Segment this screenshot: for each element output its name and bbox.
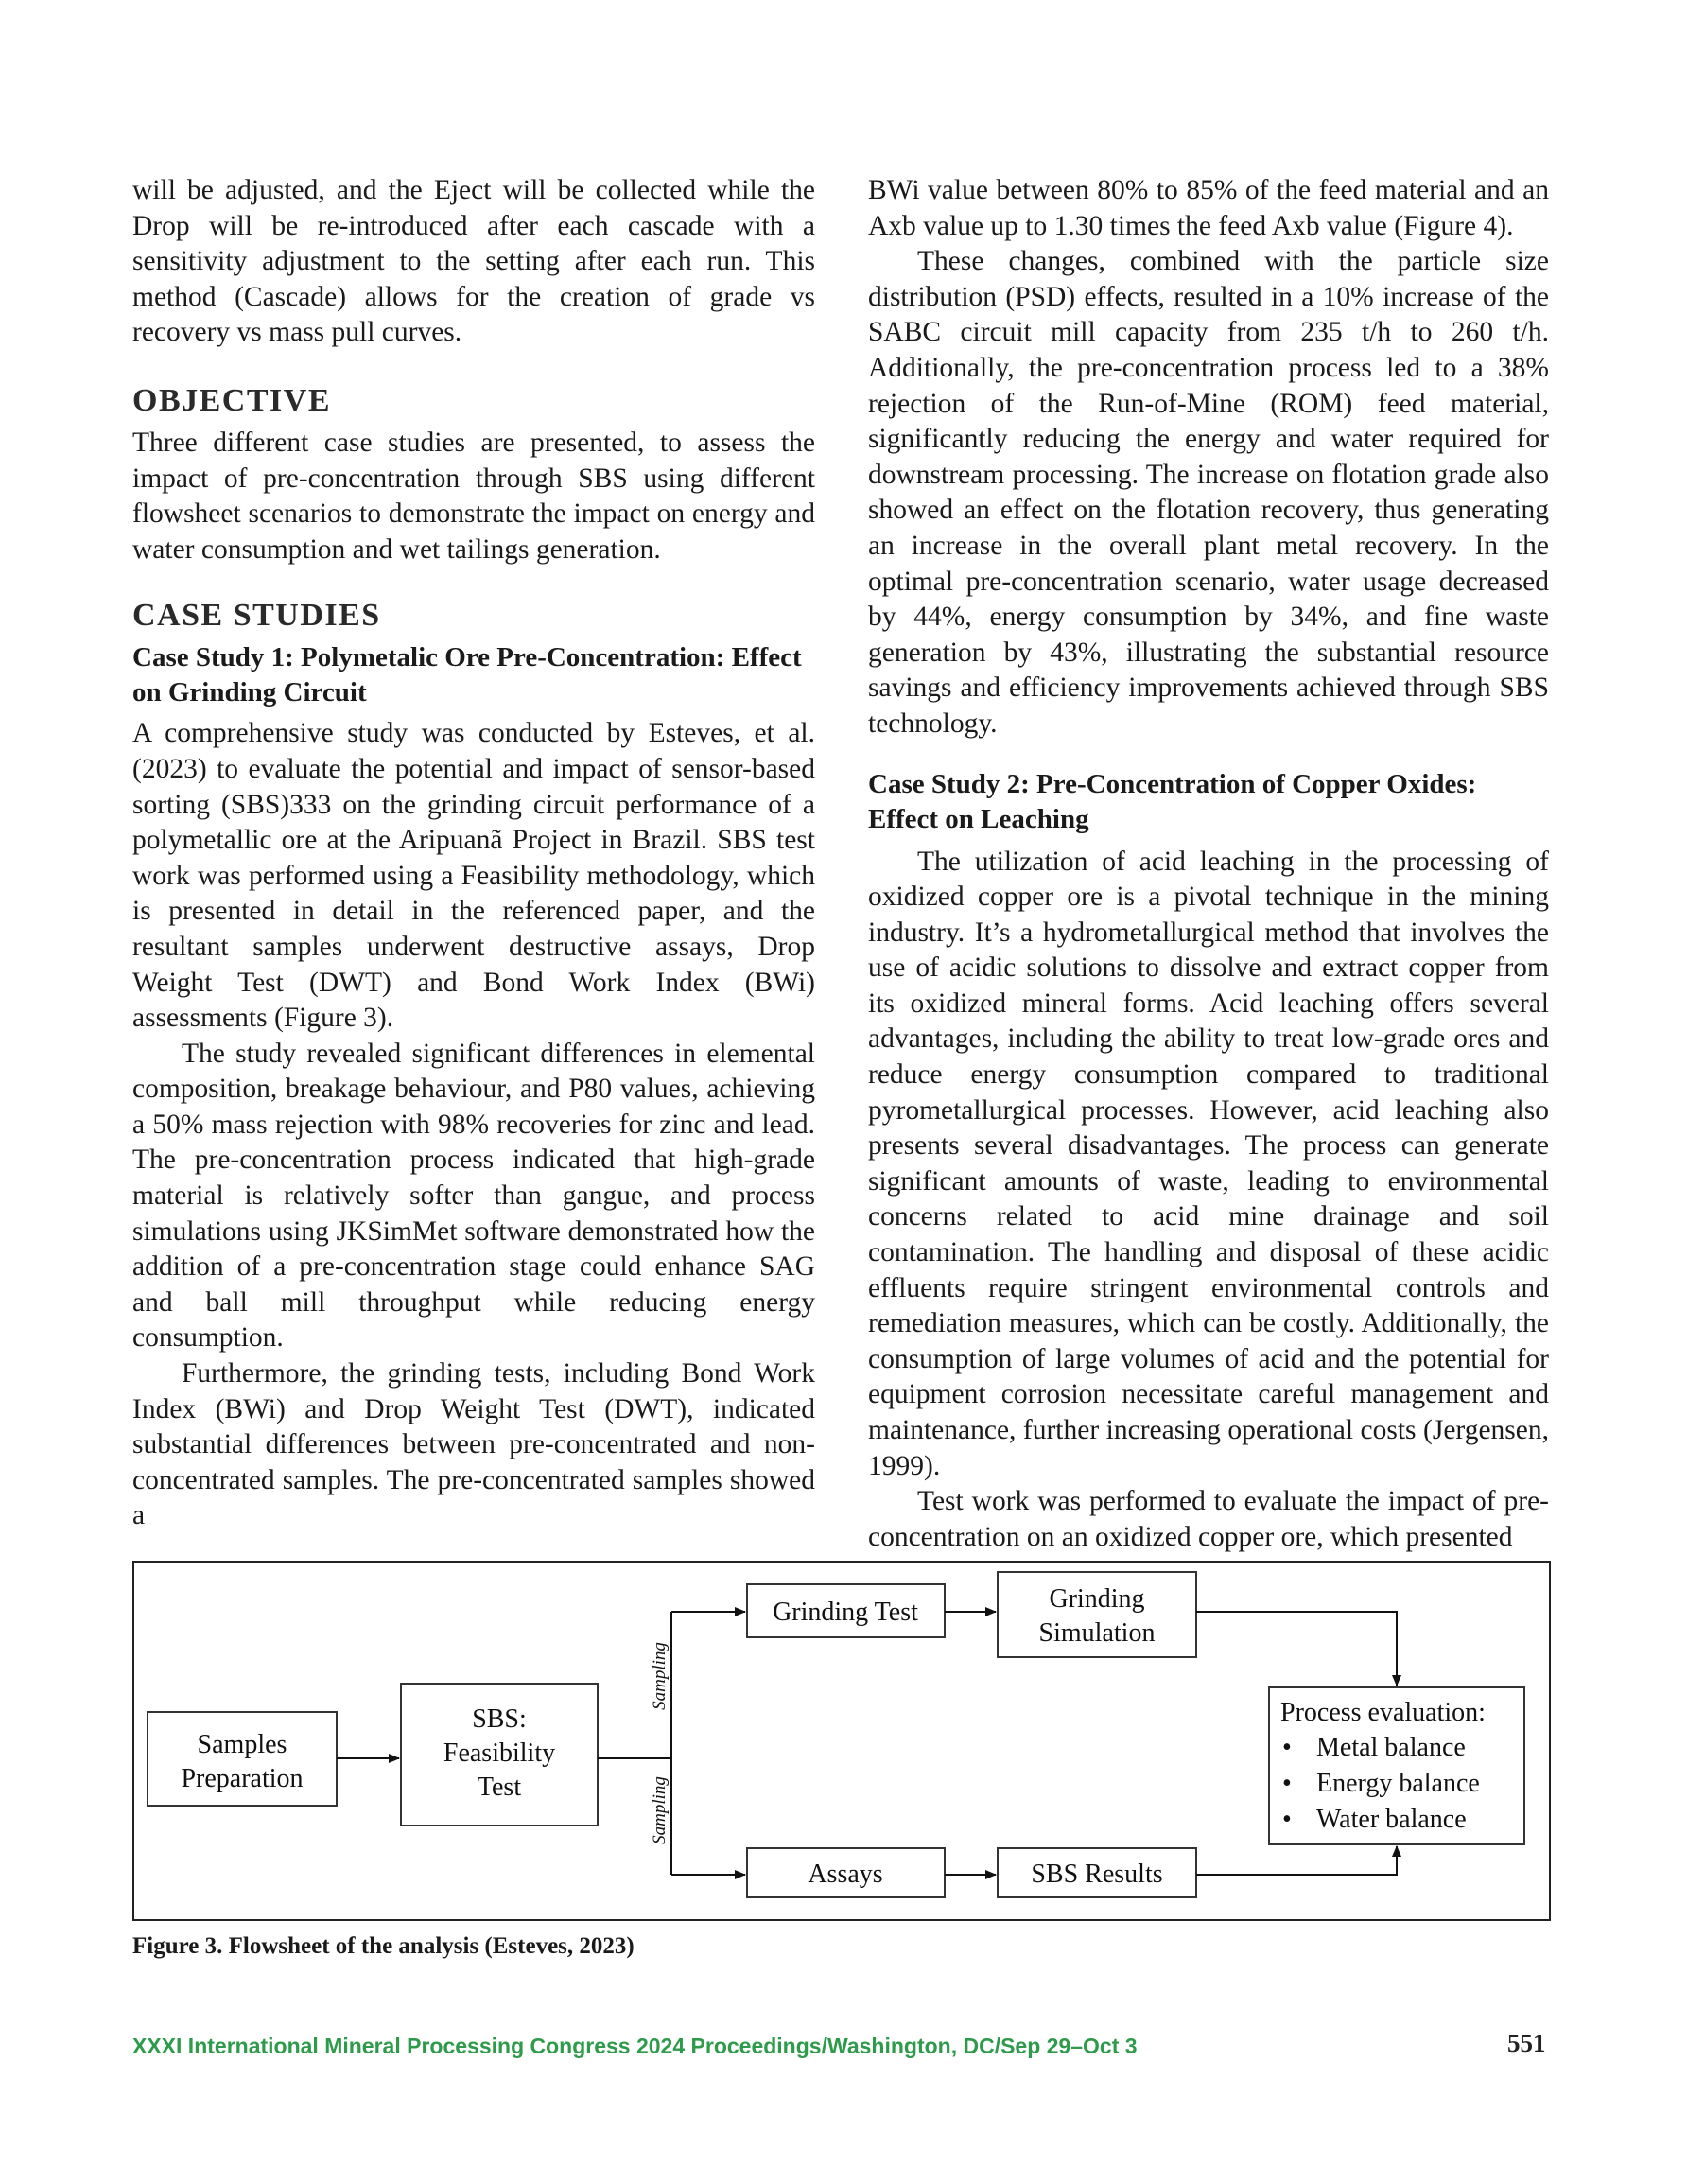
arrow-sim-to-eval: [1196, 1612, 1397, 1686]
grinding-sim-label-line1: Grinding: [1049, 1584, 1145, 1614]
assays-label: Assays: [808, 1860, 883, 1889]
sbs-results-label: SBS Results: [1031, 1860, 1163, 1889]
paragraph-continued: BWi value between 80% to 85% of the feed material and an Axb value up to 1.30 times the feed Axb value (Figure 4).: [868, 175, 1549, 241]
figure-3-flowsheet: [132, 1561, 1551, 1921]
bullet-2: •: [1282, 1769, 1292, 1798]
conference-footer: XXXI International Mineral Processing Congress 2024 Proceedings/Washington, DC/Sep 29–Oct 3: [132, 2034, 1138, 2058]
case-study-1-heading: Case Study 1: Polymetalic Ore Pre-Concentration: Effect on Grinding Circuit: [132, 642, 802, 708]
arrow-results-to-eval: [1196, 1846, 1397, 1875]
process-eval-item-2: Energy balance: [1316, 1769, 1480, 1798]
bullet-1: •: [1282, 1733, 1292, 1762]
samples-label-line2: Preparation: [181, 1764, 304, 1793]
grinding-sim-label-line2: Simulation: [1038, 1618, 1156, 1648]
sbs-label-line3: Test: [477, 1773, 522, 1802]
paragraph-intro: will be adjusted, and the Eject will be collected while the Drop will be re-introduced after each cascade with a sensitivity adjustment to the setting after each run. This method (Cascade) allows for the creation of grade vs recovery vs mass pull curves.: [132, 175, 815, 348]
paragraph-cs2-b: Test work was performed to evaluate the impact of pre-concentration on an oxidized copper ore, which presented: [868, 1486, 1549, 1552]
paragraph-cs1-b: The study revealed significant differences in elemental composition, breakage behaviour, and P80 values, achieving a 50% mass rejection with 98% recoveries for zinc and lead. The pre-concentration process indicated that high-grade material is relatively softer than gangue, and process simulations using JKSimMet software demonstrated how the addition of a pre-concentration stage could enhance SAG and ball mill throughput while reducing energy consumption.: [132, 1038, 815, 1354]
paragraph-objective: Three different case studies are presented, to assess the impact of pre-concentration through SBS using different flowsheet scenarios to demonstrate the impact on energy and water consumption and wet tailings generation.: [132, 427, 815, 565]
paragraph-cs2-a: The utilization of acid leaching in the processing of oxidized copper ore is a pivotal technique in the mining industry. It’s a hydrometallurgical method that involves the use of acidic solutions to dissolve and extract copper from its oxidized mineral forms. Acid leaching offers several advantages, including the ability to treat low-grade ores and reduce energy consumption compared to traditional pyrometallurgical processes. However, acid leaching also presents several disadvantages. The process can generate significant amounts of waste, leading to environmental concerns related to acid mine drainage and soil contamination. The handling and disposal of these acidic effluents require stringent environmental controls and remediation measures, which can be costly. Additionally, the consumption of large volumes of acid and the potential for equipment corrosion necessitate careful management and maintenance, further increasing operational costs (Jergensen, 1999).: [868, 846, 1549, 1481]
left-column: [132, 173, 815, 1534]
samples-label-line1: Samples: [197, 1730, 287, 1759]
paragraph-cs1-c: Furthermore, the grinding tests, including Bond Work Index (BWi) and Drop Weight Test (DWT), indicated substantial differences between pre-concentrated and non-concentrated samples. The pre-concentrated samples showed a: [132, 1358, 815, 1531]
paragraph-cs1-a: A comprehensive study was conducted by Esteves, et al. (2023) to evaluate the potential and impact of sensor-based sorting (SBS)333 on the grinding circuit performance of a polymetallic ore at the Aripuanã Project in Brazil. SBS test work was performed using a Feasibility methodology, which is presented in detail in the referenced paper, and the resultant samples underwent destructive assays, Drop Weight Test (DWT) and Bond Work Index (BWi) assessments (Figure 3).: [132, 718, 815, 1034]
process-eval-item-3: Water balance: [1316, 1805, 1467, 1834]
right-column: [868, 173, 1549, 1555]
case-study-2-heading: Case Study 2: Pre-Concentration of Copper Oxides: Effect on Leaching: [868, 768, 1477, 834]
sbs-label-line2: Feasibility: [443, 1738, 556, 1768]
process-eval-item-1: Metal balance: [1316, 1733, 1466, 1762]
sampling-label-bottom: Sampling: [650, 1776, 670, 1844]
sampling-label-top: Sampling: [650, 1642, 670, 1710]
process-eval-title: Process evaluation:: [1280, 1698, 1486, 1727]
sbs-label-line1: SBS:: [472, 1704, 527, 1734]
flowsheet-diagram: [134, 1563, 1553, 1923]
figure-caption: Figure 3. Flowsheet of the analysis (Esteves, 2023): [132, 1933, 635, 1959]
case-studies-heading: CASE STUDIES: [132, 598, 381, 634]
bullet-3: •: [1282, 1805, 1292, 1834]
objective-heading: OBJECTIVE: [132, 382, 331, 418]
page-number: 551: [1507, 2029, 1546, 2057]
grinding-test-label: Grinding Test: [773, 1598, 918, 1627]
paragraph-changes: These changes, combined with the particle size distribution (PSD) effects, resulted in a 10% increase of the SABC circuit mill capacity from 235 t/h to 260 t/h. Additionally, the pre-concentration process led to a 38% rejection of the Run-of-Mine (ROM) feed material, significantly reducing the energy and water required for downstream processing. The increase on flotation grade also showed an effect on the flotation recovery, thus generating an increase in the overall plant metal recovery. In the optimal pre-concentration scenario, water usage decreased by 44%, energy consumption by 34%, and fine waste generation by 43%, illustrating the substantial resource savings and efficiency improvements achieved through SBS technology.: [868, 246, 1549, 739]
